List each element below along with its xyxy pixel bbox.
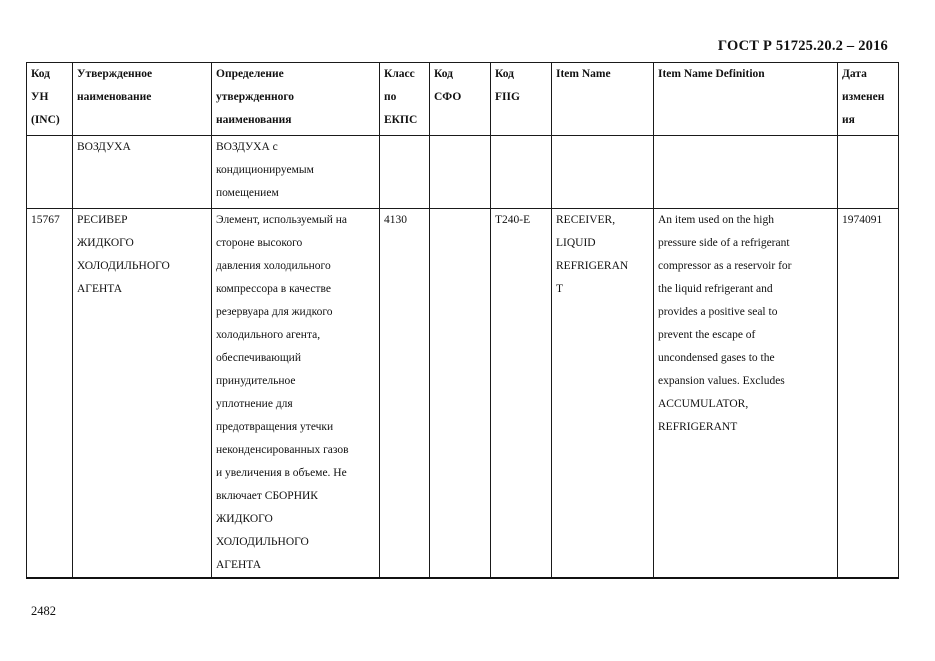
cell-text-line: Item Name (556, 68, 611, 80)
cell-item-name (552, 209, 654, 579)
cell-text-line: T (556, 283, 564, 295)
col-header-sfo-code (430, 63, 491, 136)
table-row (27, 209, 899, 579)
cell-text-line: compressor as a reservoir for (658, 260, 792, 272)
col-header-approved-name (73, 63, 212, 136)
cell-text-line: (INC) (31, 114, 60, 126)
cell-text-line: Утвержденное (77, 68, 153, 80)
cell-text-line: стороне высокого (216, 237, 303, 249)
cell-approved-name (73, 209, 212, 579)
cell-text-line: ХОЛОДИЛЬНОГО (216, 536, 309, 548)
data-table (26, 62, 899, 579)
cell-sfo-code (430, 209, 491, 579)
cell-text-line: provides a positive seal to (658, 306, 778, 318)
cell-text-line: кондиционируемым (216, 164, 314, 176)
cell-text-line: наименования (216, 114, 292, 126)
cell-text-line: принудительное (216, 375, 296, 387)
cell-change-date (838, 136, 899, 209)
cell-text-line: АГЕНТА (77, 283, 123, 295)
cell-name-definition (212, 209, 380, 579)
cell-text-line: 15767 (31, 214, 60, 226)
cell-ekps-class (380, 136, 430, 209)
cell-text-line: An item used on the high (658, 214, 774, 226)
cell-text-line: 1974091 (842, 214, 883, 226)
cell-ekps-class (380, 209, 430, 579)
cell-fiig-code (491, 209, 552, 579)
cell-text-line: СФО (434, 91, 462, 103)
cell-item-name (552, 136, 654, 209)
cell-text-line: Код (495, 68, 515, 80)
cell-text-line: изменен (842, 91, 885, 103)
cell-text-line: давления холодильного (216, 260, 331, 272)
col-header-item-name-definition (654, 63, 838, 136)
cell-text-line: и увеличения в объеме. Не (216, 467, 347, 479)
table-row (27, 136, 899, 209)
cell-fiig-code (491, 136, 552, 209)
cell-text-line: REFRIGERANT (658, 421, 738, 433)
cell-text-line: uncondensed gases to the (658, 352, 775, 364)
cell-text-line: expansion values. Excludes (658, 375, 785, 387)
cell-text-line: T240-E (495, 214, 531, 226)
cell-text-line: ЖИДКОГО (216, 513, 273, 525)
cell-text-line: the liquid refrigerant and (658, 283, 773, 295)
cell-text-line: Код (434, 68, 454, 80)
cell-text-line: LIQUID (556, 237, 596, 249)
cell-sfo-code (430, 136, 491, 209)
page-number: 2482 (31, 604, 56, 618)
col-header-ekps-class (380, 63, 430, 136)
cell-text-line: pressure side of a refrigerant (658, 237, 790, 249)
cell-item-name-definition (654, 136, 838, 209)
cell-text-line: ия (842, 114, 855, 126)
cell-text-line: резервуара для жидкого (216, 306, 333, 318)
cell-item-name-definition (654, 209, 838, 579)
cell-text-line: неконденсированных газов (216, 444, 349, 456)
cell-text-line: RECEIVER, (556, 214, 616, 226)
col-header-inc-code (27, 63, 73, 136)
cell-text-line: ЕКПС (384, 114, 418, 126)
cell-inc-code (27, 209, 73, 579)
col-header-name-definition (212, 63, 380, 136)
cell-name-definition (212, 136, 380, 209)
cell-text-line: АГЕНТА (216, 559, 262, 571)
cell-text-line: ЖИДКОГО (77, 237, 134, 249)
cell-change-date (838, 209, 899, 579)
cell-text-line: Элемент, используемый на (216, 214, 348, 226)
cell-inc-code (27, 136, 73, 209)
cell-text-line: по (384, 91, 397, 103)
cell-text-line: обеспечивающий (216, 352, 301, 364)
cell-text-line: Item Name Definition (658, 68, 765, 80)
cell-text-line: ВОЗДУХА с (216, 141, 278, 153)
cell-text-line: Дата (842, 68, 867, 80)
cell-text-line: РЕСИВЕР (77, 214, 128, 226)
cell-text-line: помещением (216, 187, 279, 199)
cell-text-line: Код (31, 68, 51, 80)
cell-text-line: Класс (384, 68, 415, 80)
cell-text-line: УН (31, 91, 49, 103)
cell-text-line: утвержденного (216, 91, 295, 103)
cell-text-line: наименование (77, 91, 152, 103)
cell-text-line: уплотнение для (216, 398, 293, 410)
cell-approved-name (73, 136, 212, 209)
cell-text-line: компрессора в качестве (216, 283, 331, 295)
cell-text-line: холодильного агента, (216, 329, 321, 341)
col-header-change-date (838, 63, 899, 136)
cell-text-line: REFRIGERAN (556, 260, 629, 272)
cell-text-line: ACCUMULATOR, (658, 398, 749, 410)
col-header-item-name (552, 63, 654, 136)
cell-text-line: включает СБОРНИК (216, 490, 318, 502)
cell-text-line: ВОЗДУХА (77, 141, 131, 153)
cell-text-line: prevent the escape of (658, 329, 756, 341)
col-header-fiig-code (491, 63, 552, 136)
cell-text-line: Определение (216, 68, 284, 80)
cell-text-line: предотвращения утечки (216, 421, 334, 433)
cell-text-line: 4130 (384, 214, 407, 226)
cell-text-line: FIIG (495, 91, 520, 103)
cell-text-line: ХОЛОДИЛЬНОГО (77, 260, 170, 272)
table-header-row (27, 63, 899, 136)
document-standard-title: ГОСТ Р 51725.20.2 – 2016 (717, 38, 888, 54)
